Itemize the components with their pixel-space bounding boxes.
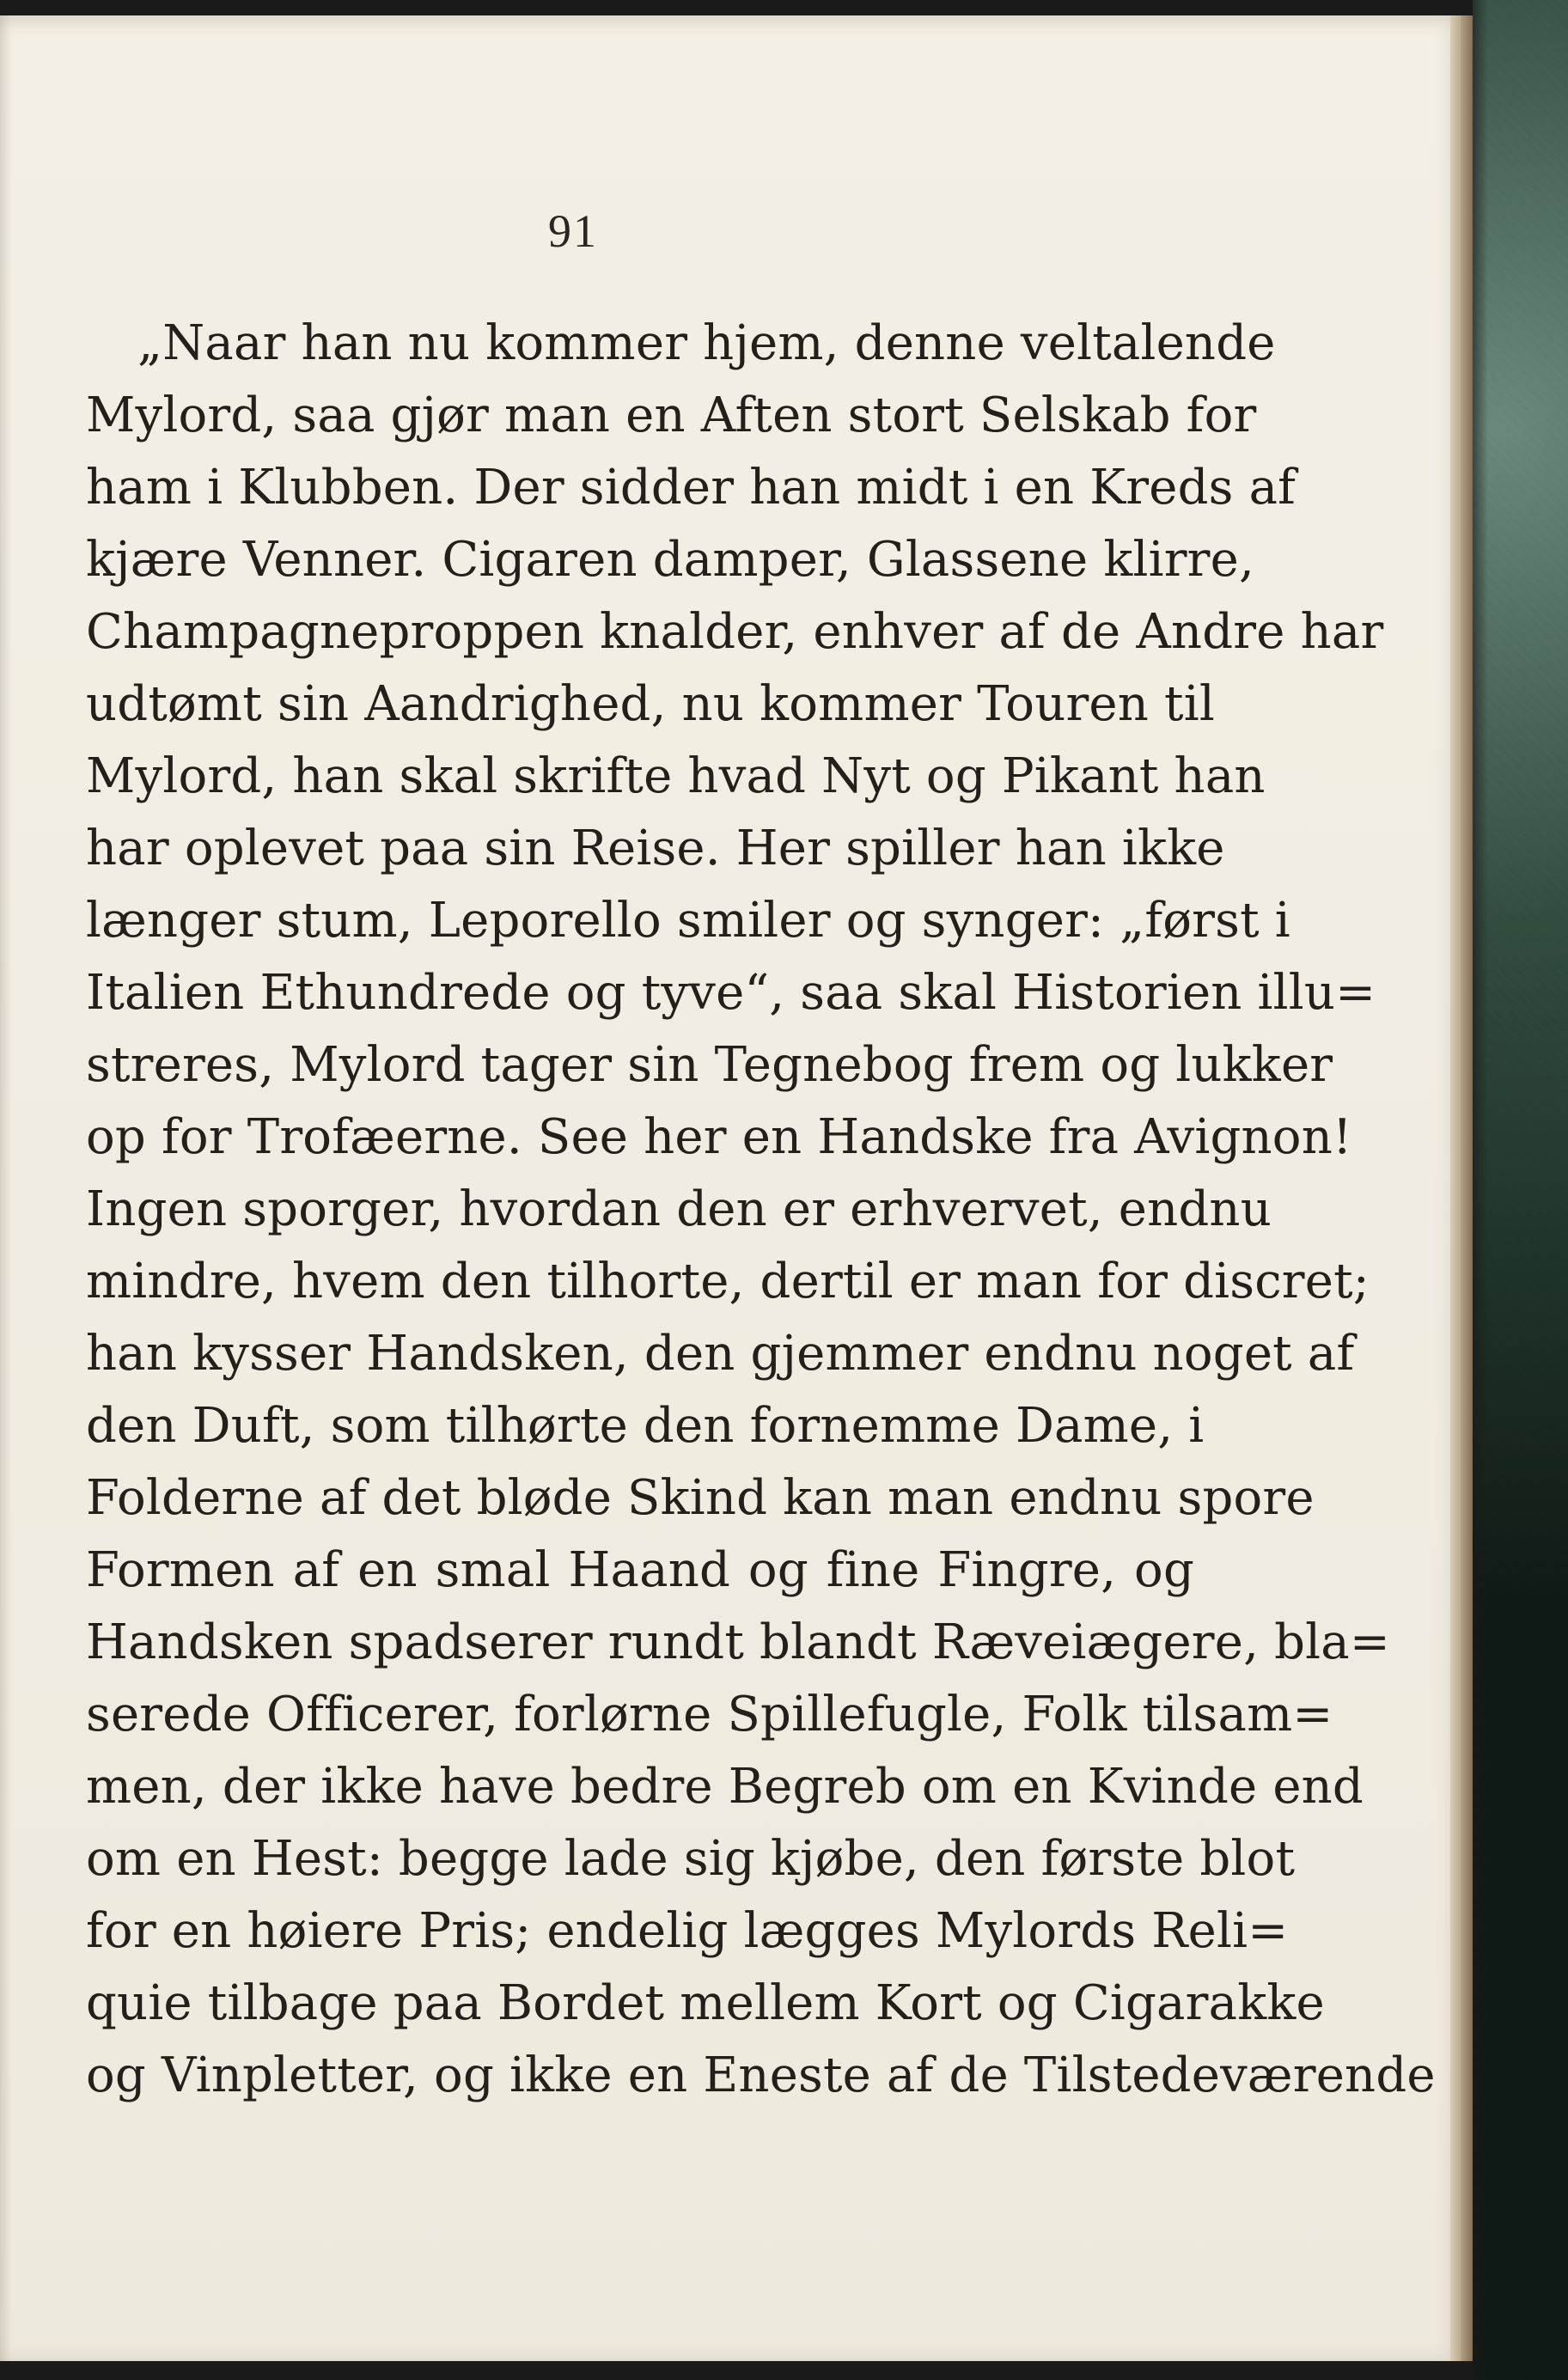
text-line: Mylord, saa gjør man en Aften stort Selskab for xyxy=(86,388,1257,443)
page-text-area xyxy=(86,204,1436,2146)
text-line: Champagneproppen knalder, enhver af de Andre har xyxy=(86,604,1384,660)
text-line: Italien Ethundrede og tyve“, saa skal Historien illu= xyxy=(86,965,1376,1021)
text-line: Mylord, han skal skrifte hvad Nyt og Pikant han xyxy=(86,748,1266,804)
text-line: har oplevet paa sin Reise. Her spiller han ikke xyxy=(86,821,1225,876)
text-lines xyxy=(86,308,1436,2129)
text-line: mindre, hvem den tilhorte, dertil er man for discret; xyxy=(86,1254,1370,1309)
page-edge xyxy=(1450,15,1473,2361)
text-line: Ingen sporger, hvordan den er erhvervet, endnu xyxy=(86,1181,1272,1237)
text-line: kjære Venner. Cigaren damper, Glassene klirre, xyxy=(86,532,1254,588)
text-line: ham i Klubben. Der sidder han midt i en Kreds af xyxy=(86,460,1296,516)
text-line: men, der ikke have bedre Begreb om en Kvinde end xyxy=(86,1759,1364,1815)
text-line: op for Trofæerne. See her en Handske fra Avignon! xyxy=(86,1109,1352,1165)
text-line: den Duft, som tilhørte den fornemme Dame, i xyxy=(86,1398,1205,1454)
text-line: Folderne af det bløde Skind kan man endnu spore xyxy=(86,1470,1315,1526)
text-line: „Naar han nu kommer hjem, denne veltalende xyxy=(137,315,1276,371)
text-line: for en høiere Pris; endelig lægges Mylords Reli= xyxy=(86,1903,1289,1959)
text-line: længer stum, Leporello smiler og synger: „først i xyxy=(86,893,1290,949)
text-line: serede Officerer, forlørne Spillefugle, Folk tilsam= xyxy=(86,1687,1333,1742)
text-line: udtømt sin Aandrighed, nu kommer Touren til xyxy=(86,676,1215,732)
text-line: quie tilbage paa Bordet mellem Kort og Cigarakke xyxy=(86,1975,1325,2031)
text-line: streres, Mylord tager sin Tegnebog frem og lukker xyxy=(86,1037,1333,1093)
text-line: og Vinpletter, og ikke en Eneste af de Tilstedeværende xyxy=(86,2047,1436,2103)
page-number: 91 xyxy=(548,205,598,257)
text-line: Handsken spadserer rundt blandt Ræveiægere, bla= xyxy=(86,1614,1390,1670)
text-line: han kysser Handsken, den gjemmer endnu noget af xyxy=(86,1326,1355,1382)
page-paper xyxy=(0,15,1461,2361)
book-cover-marbled xyxy=(1473,0,1568,2380)
text-line: om en Hest: begge lade sig kjøbe, den første blot xyxy=(86,1831,1296,1887)
text-line: Formen af en smal Haand og fine Fingre, og xyxy=(86,1542,1194,1598)
